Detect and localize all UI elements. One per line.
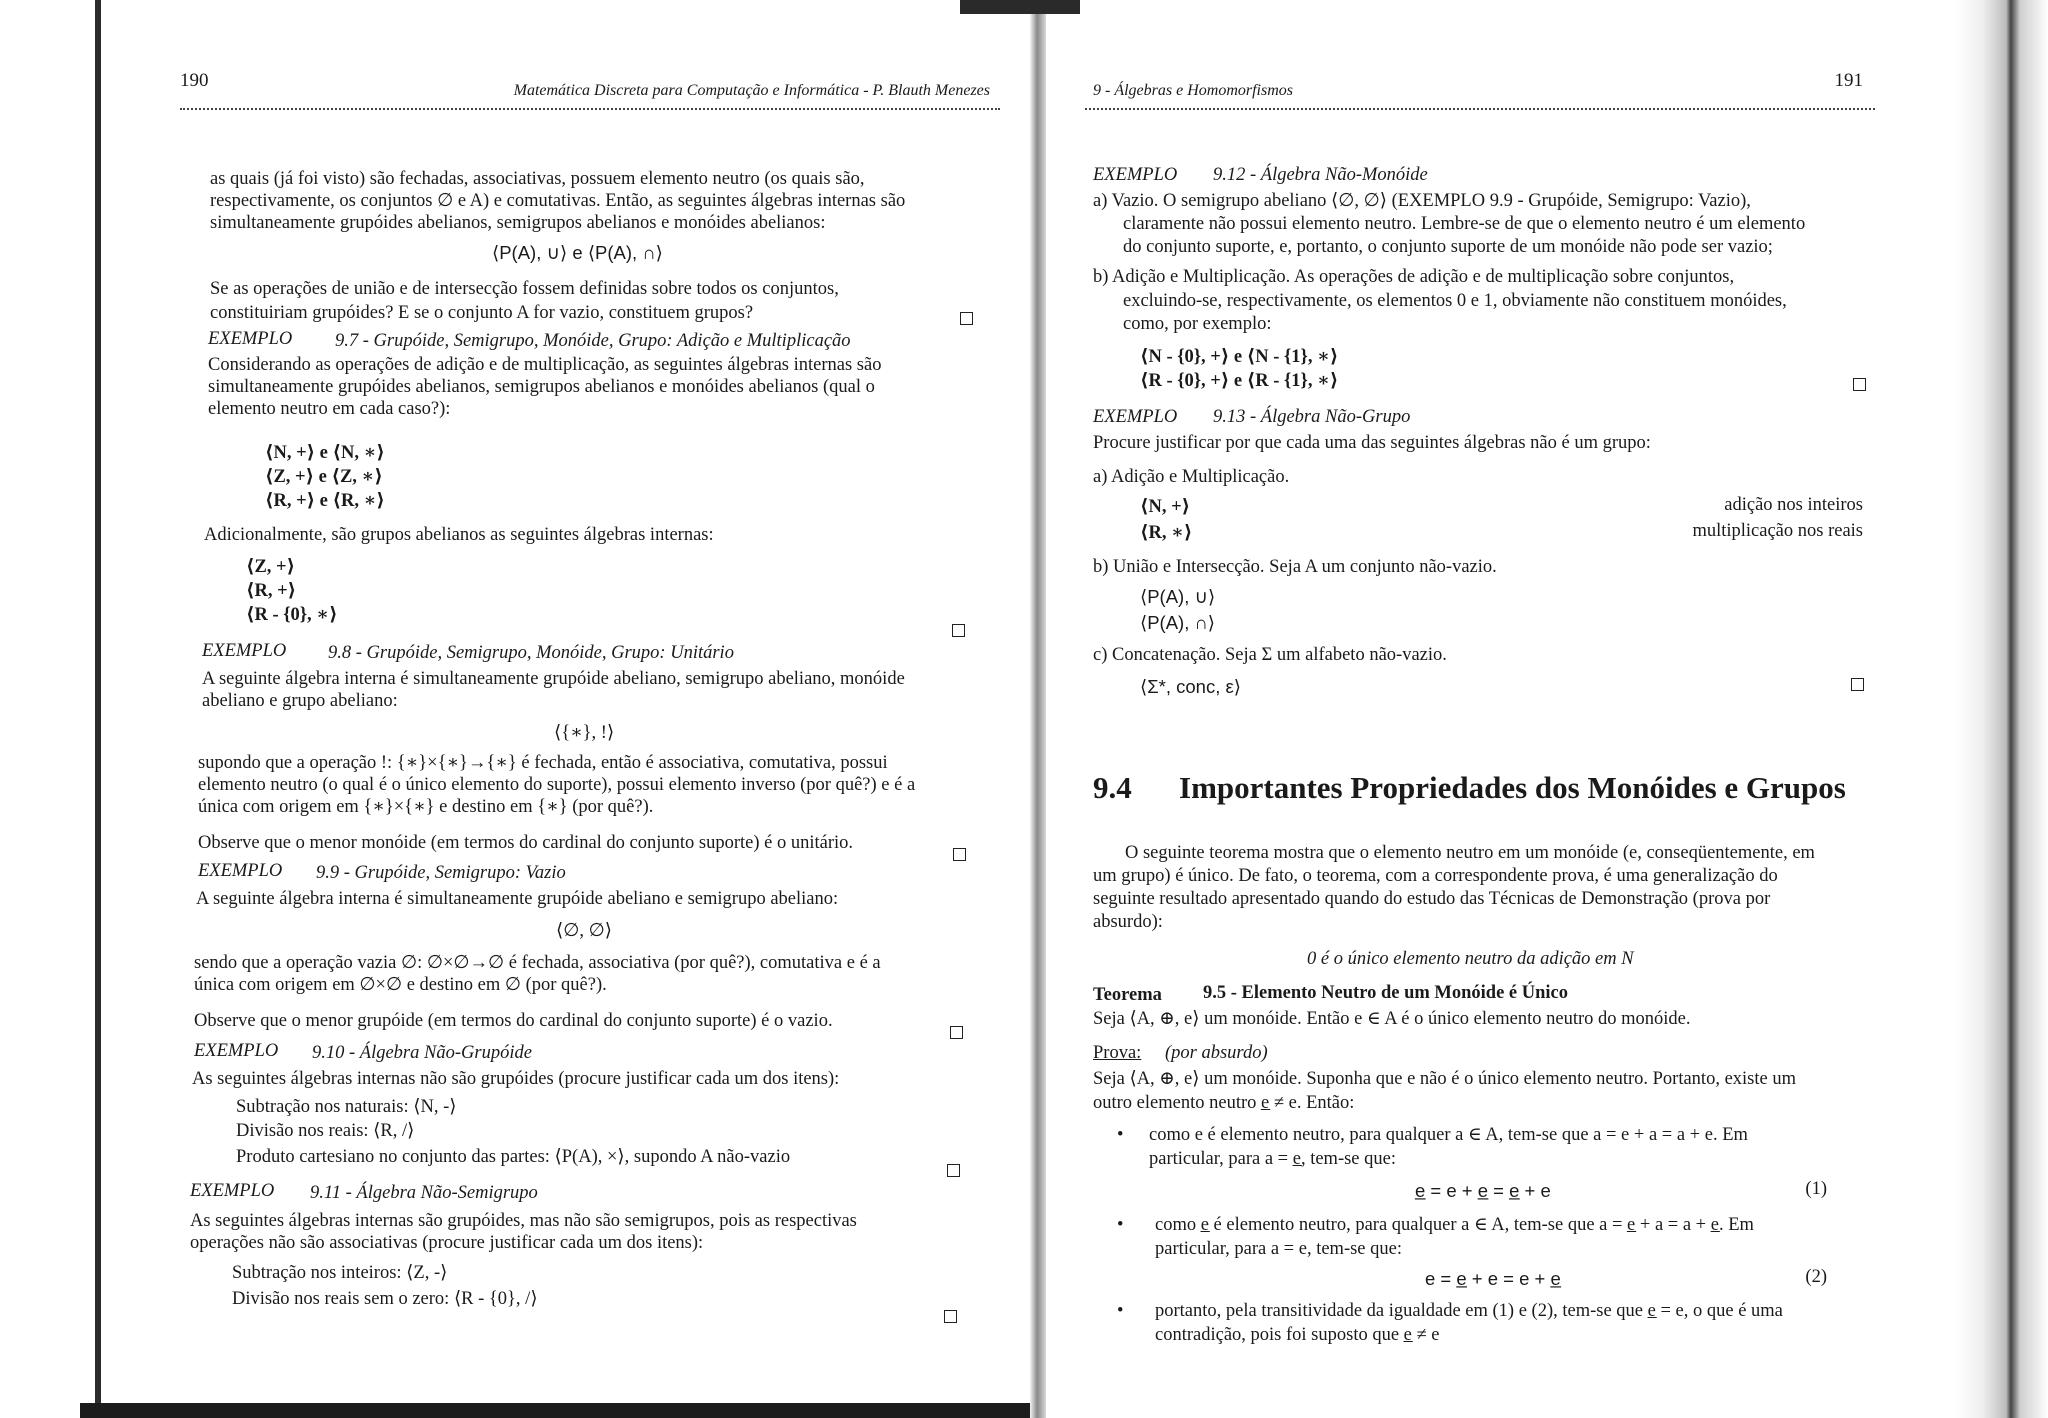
- text-line: outro elemento neutro e̲ ≠ e. Então:: [1093, 1093, 1355, 1113]
- formula: ⟨{∗}, !⟩: [554, 723, 615, 743]
- left-page: [180, 0, 1000, 1418]
- end-of-example-box: [1853, 378, 1866, 391]
- left-scan-edge: [95, 0, 101, 1418]
- formula: ⟨P(A), ∪⟩ e ⟨P(A), ∩⟩: [492, 242, 663, 263]
- text-line: como e é elemento neutro, para qualquer a ∈ A, tem-se que a = e + a = a + e. Em: [1149, 1125, 1748, 1145]
- end-of-example-box: [944, 1310, 957, 1323]
- bullet: •: [1117, 1125, 1124, 1145]
- text-line: respectivamente, os conjuntos ∅ e A) e comutativas. Então, as seguintes álgebras internas são: [210, 191, 906, 211]
- text-line: única com origem em ∅×∅ e destino em ∅ (por quê?).: [194, 975, 607, 995]
- text-line: particular, para a = e, tem-se que:: [1155, 1239, 1402, 1259]
- bullet: •: [1117, 1301, 1124, 1321]
- text-line: Subtração nos naturais: ⟨N, -⟩: [236, 1097, 457, 1117]
- example-label: EXEMPLO: [198, 861, 283, 881]
- formula: ⟨N - {0}, +⟩ e ⟨N - {1}, ∗⟩: [1140, 347, 1339, 367]
- left-page-margin: [0, 0, 110, 1418]
- example-title: 9.8 - Grupóide, Semigrupo, Monóide, Grupo: Unitário: [328, 643, 734, 663]
- formula: ⟨N, +⟩: [1140, 497, 1191, 517]
- text-line: elemento neutro em cada caso?):: [208, 399, 451, 419]
- formula: ⟨R, ∗⟩: [1140, 523, 1193, 543]
- text-line: simultaneamente grupóides abelianos, semigrupos abelianos e monóides abelianos:: [210, 213, 826, 233]
- right-page: [1085, 0, 1875, 1418]
- example-label: EXEMPLO: [190, 1181, 275, 1201]
- equation-number: (2): [1805, 1267, 1827, 1287]
- text-line: A seguinte álgebra interna é simultaneamente grupóide abeliano e semigrupo abeliano:: [196, 889, 839, 909]
- formula: ⟨Z, +⟩ e ⟨Z, ∗⟩: [265, 467, 383, 487]
- text-line: operações não são associativas (procure justificar cada um dos itens):: [190, 1233, 704, 1253]
- text-line: Se as operações de união e de intersecção fossem definidas sobre todos os conjuntos,: [210, 279, 839, 299]
- bullet: •: [1117, 1215, 1124, 1235]
- text-line: As seguintes álgebras internas não são grupóides (procure justificar cada um dos itens):: [192, 1069, 840, 1089]
- text-line: portanto, pela transitividade da igualdade em (1) e (2), tem-se que e̲ = e, o que é uma: [1155, 1301, 1783, 1321]
- text-line: particular, para a = e̲, tem-se que:: [1149, 1149, 1396, 1169]
- text-line: Produto cartesiano no conjunto das partes: ⟨P(A), ×⟩, supondo A não-vazio: [236, 1147, 791, 1167]
- example-title: 9.7 - Grupóide, Semigrupo, Monóide, Grupo: Adição e Multiplicação: [335, 331, 851, 351]
- text-line: como e̲ é elemento neutro, para qualquer a ∈ A, tem-se que a = e̲ + a = a + e̲. Em: [1155, 1215, 1754, 1235]
- formula: ⟨R - {0}, +⟩ e ⟨R - {1}, ∗⟩: [1140, 371, 1339, 391]
- formula-note: multiplicação nos reais: [1692, 521, 1863, 541]
- text-line: excluindo-se, respectivamente, os elementos 0 e 1, obviamente não constituem monóides,: [1123, 291, 1787, 311]
- text-line: Considerando as operações de adição e de multiplicação, as seguintes álgebras internas são: [208, 355, 882, 375]
- end-of-example-box: [1851, 678, 1864, 691]
- page-number: 190: [180, 70, 209, 91]
- text-line: seguinte resultado apresentado quando do estudo das Técnicas de Demonstração (prova por: [1093, 889, 1771, 909]
- left-page-header: [180, 68, 1000, 110]
- text-line: contradição, pois foi suposto que e̲ ≠ e: [1155, 1325, 1440, 1345]
- running-header: 9 - Álgebras e Homomorfismos: [1093, 82, 1293, 99]
- text-line: Divisão nos reais sem o zero: ⟨R - {0}, /⟩: [232, 1289, 538, 1309]
- section-number: 9.4: [1093, 770, 1132, 805]
- formula: ⟨R, +⟩: [246, 581, 297, 601]
- text-line: abeliano e grupo abeliano:: [202, 691, 398, 711]
- text-line: Observe que o menor monóide (em termos do cardinal do conjunto suporte) é o unitário.: [198, 833, 854, 853]
- formula: ⟨N, +⟩ e ⟨N, ∗⟩: [265, 443, 385, 463]
- equation: e = e̲ + e = e + e̲: [1425, 1268, 1561, 1289]
- right-scan-edge: [1955, 0, 2048, 1418]
- end-of-example-box: [953, 848, 966, 861]
- example-label: EXEMPLO: [202, 641, 287, 661]
- text-line: As seguintes álgebras internas são grupóides, mas não são semigrupos, pois as respectivas: [190, 1211, 857, 1231]
- end-of-example-box: [960, 312, 973, 325]
- section-title: Importantes Propriedades dos Monóides e Grupos: [1179, 770, 1846, 805]
- right-page-header: [1085, 68, 1875, 110]
- text-line: Adicionalmente, são grupos abelianos as seguintes álgebras internas:: [204, 525, 714, 545]
- text-line: a) Adição e Multiplicação.: [1093, 467, 1290, 487]
- formula: ⟨R, +⟩ e ⟨R, ∗⟩: [265, 491, 385, 511]
- formula: ⟨R - {0}, ∗⟩: [246, 605, 338, 625]
- equation: e̲ = e + e̲ = e̲ + e: [1415, 1180, 1551, 1201]
- end-of-example-box: [950, 1026, 963, 1039]
- text-line: b) União e Intersecção. Seja A um conjunto não-vazio.: [1093, 557, 1497, 577]
- text-line: a) Vazio. O semigrupo abeliano ⟨∅, ∅⟩ (EXEMPLO 9.9 - Grupóide, Semigrupo: Vazio),: [1093, 191, 1751, 211]
- example-title: 9.11 - Álgebra Não-Semigrupo: [310, 1183, 538, 1203]
- formula: ⟨Σ*, conc, ε⟩: [1140, 676, 1241, 697]
- formula: ⟨P(A), ∩⟩: [1140, 612, 1216, 633]
- text-line: b) Adição e Multiplicação. As operações de adição e de multiplicação sobre conjuntos,: [1093, 267, 1735, 287]
- theorem-label: Teorema: [1093, 985, 1162, 1005]
- book-spine: [1030, 0, 1046, 1418]
- example-label: EXEMPLO: [1093, 165, 1178, 185]
- text-line: um grupo) é único. De fato, o teorema, com a correspondente prova, é uma generalização do: [1093, 866, 1778, 886]
- text-line: elemento neutro (o qual é o único elemento do suporte), possui elemento inverso (por quê?) e é a: [198, 775, 916, 795]
- proof-label: Prova:: [1093, 1043, 1142, 1063]
- text-line: A seguinte álgebra interna é simultaneamente grupóide abeliano, semigrupo abeliano, monóide: [202, 669, 905, 689]
- text-line: constituiriam grupóides? E se o conjunto A for vazio, constituem grupos?: [210, 303, 754, 323]
- formula: ⟨∅, ∅⟩: [556, 921, 612, 941]
- running-header: Matemática Discreta para Computação e Informática - P. Blauth Menezes: [513, 82, 990, 99]
- text-line: absurdo):: [1093, 912, 1163, 932]
- text-line: do conjunto suporte, e, portanto, o conjunto suporte de um monóide não pode ser vazio;: [1123, 237, 1773, 257]
- formula: ⟨P(A), ∪⟩: [1140, 586, 1216, 607]
- end-of-example-box: [952, 624, 965, 637]
- formula: ⟨Z, +⟩: [246, 557, 296, 577]
- theorem-title: 9.5 - Elemento Neutro de um Monóide é Único: [1203, 983, 1568, 1003]
- page-number: 191: [1834, 70, 1863, 91]
- text-line: sendo que a operação vazia ∅: ∅×∅→∅ é fechada, associativa (por quê?), comutativa e é a: [194, 953, 881, 973]
- end-of-example-box: [947, 1164, 960, 1177]
- text-line: única com origem em {∗}×{∗} e destino em {∗} (por quê?).: [198, 797, 654, 817]
- example-label: EXEMPLO: [194, 1041, 279, 1061]
- example-title: 9.12 - Álgebra Não-Monóide: [1213, 165, 1428, 185]
- equation-number: (1): [1805, 1179, 1827, 1199]
- text-line: as quais (já foi visto) são fechadas, associativas, possuem elemento neutro (os quais são,: [210, 169, 865, 189]
- centered-statement: 0 é o único elemento neutro da adição em N: [1307, 949, 1634, 969]
- formula-note: adição nos inteiros: [1724, 495, 1863, 515]
- example-title: 9.9 - Grupóide, Semigrupo: Vazio: [316, 863, 566, 883]
- text-line: simultaneamente grupóides abelianos, semigrupos abelianos e monóides abelianos (qual o: [208, 377, 875, 397]
- example-title: 9.10 - Álgebra Não-Grupóide: [312, 1043, 532, 1063]
- text-line: Divisão nos reais: ⟨R, /⟩: [236, 1121, 415, 1141]
- text-line: O seguinte teorema mostra que o elemento neutro em um monóide (e, conseqüentemente, em: [1125, 843, 1815, 863]
- proof-kind: (por absurdo): [1165, 1043, 1268, 1063]
- text-line: Procure justificar por que cada uma das seguintes álgebras não é um grupo:: [1093, 433, 1651, 453]
- example-title: 9.13 - Álgebra Não-Grupo: [1213, 407, 1411, 427]
- text-line: c) Concatenação. Seja Σ um alfabeto não-vazio.: [1093, 645, 1447, 665]
- text-line: Seja ⟨A, ⊕, e⟩ um monóide. Suponha que e não é o único elemento neutro. Portanto, existe um: [1093, 1069, 1796, 1089]
- example-label: EXEMPLO: [208, 329, 293, 349]
- text-line: Subtração nos inteiros: ⟨Z, -⟩: [232, 1263, 448, 1283]
- text-line: claramente não possui elemento neutro. Lembre-se de que o elemento neutro é um elemento: [1123, 214, 1806, 234]
- text-line: Seja ⟨A, ⊕, e⟩ um monóide. Então e ∈ A é o único elemento neutro do monóide.: [1093, 1009, 1691, 1029]
- text-line: como, por exemplo:: [1123, 314, 1272, 334]
- example-label: EXEMPLO: [1093, 407, 1178, 427]
- text-line: Observe que o menor grupóide (em termos do cardinal do conjunto suporte) é o vazio.: [194, 1011, 833, 1031]
- text-line: supondo que a operação !: {∗}×{∗}→{∗} é fechada, então é associativa, comutativa, possui: [198, 753, 888, 773]
